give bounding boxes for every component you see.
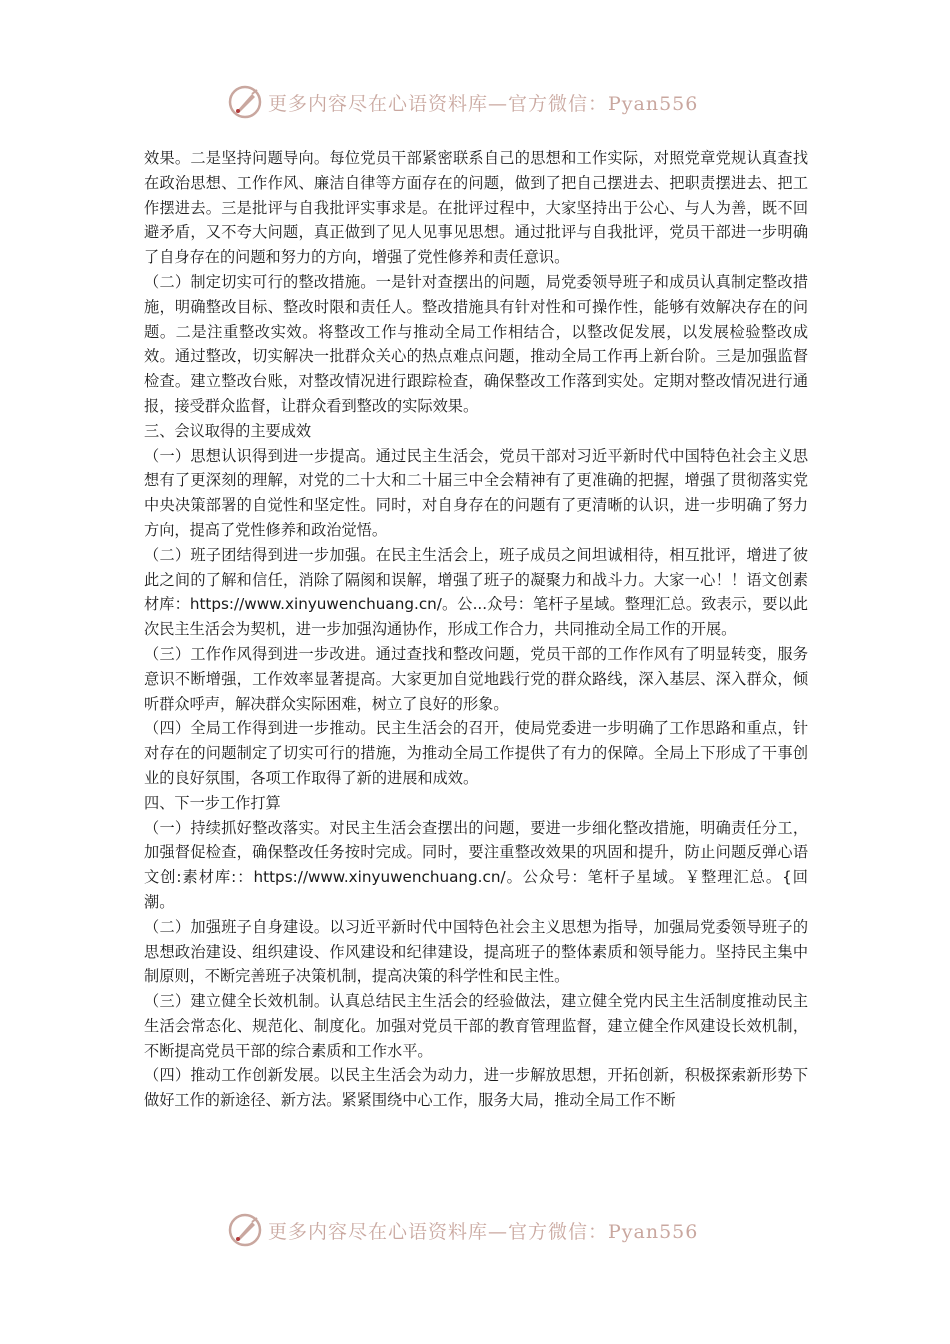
paragraph: 效果。二是坚持问题导向。每位党员干部紧密联系自己的思想和工作实际，对照党章党规认真查找在政治思想、工作作风、廉洁自律等方面存在的问题，做到了把自己摆进去、把职责摆进去、把工作摆进去。三是批评与自我批评实事求是。在批评过程中，大家坚持出于公心、与人为善，既不回避矛盾，又不夸大问题，真正做到了见人见事见思想。通过批评与自我批评，党员干部进一步明确了自身存在的问题和努力的方向，增强了党性修养和责任意识。: [144, 149, 808, 267]
section-heading: 四、下一步工作打算: [144, 793, 281, 812]
paragraph: （二）加强班子自身建设。以习近平新时代中国特色社会主义思想为指导，加强局党委领导班子的思想政治建设、组织建设、作风建设和纪律建设，提高班子的整体素质和领导能力。坚持民主集中制原则，不断完善班子决策机制，提高决策的科学性和民主性。: [144, 917, 808, 986]
banner-text: 更多内容尽在心语资料库—官方微信：Pyan556: [268, 1220, 699, 1243]
quill-pen-icon: [228, 85, 262, 119]
paragraph: （三）建立健全长效机制。认真总结民主生活会的经验做法，建立健全党内民主生活制度推动民主生活会常态化、规范化、制度化。加强对党员干部的教育管理监督，建立健全作风建设长效机制，不断提高党员干部的综合素质和工作水平。: [144, 992, 808, 1060]
paragraph: （二）制定切实可行的整改措施。一是针对查摆出的问题，局党委领导班子和成员认真制定整改措施，明确整改目标、整改时限和责任人。整改措施具有针对性和可操作性，能够有效解决存在的问题。二是注重整改实效。将整改工作与推动全局工作相结合，以整改促发展，以发展检验整改成效。通过整改，切实解决一批群众关心的热点难点问题，推动全局工作再上新台阶。三是加强监督检查。建立整改台账，对整改情况进行跟踪检查，确保整改工作落到实处。定期对整改情况进行通报，接受群众监督，让群众看到整改的实际效果。: [144, 272, 808, 415]
paragraph: （四）推动工作创新发展。以民主生活会为动力，进一步解放思想，开拓创新，积极探索新形势下做好工作的新途径、新方法。紧紧围绕中心工作，服务大局，推动全局工作不断: [144, 1066, 808, 1110]
paragraph: （三）工作作风得到进一步改进。通过查找和整改问题，党员干部的工作作风有了明显转变，服务意识不断增强，工作效率显著提高。大家更加自觉地践行党的群众路线，深入基层、深入群众，倾听群众呼声，解决群众实际困难，树立了良好的形象。: [144, 644, 808, 713]
footer-banner: [0, 1210, 950, 1250]
paragraph: （一）思想认识得到进一步提高。通过民主生活会，党员干部对习近平新时代中国特色社会主义思想有了更深刻的理解，对党的二十大和二十届三中全会精神有了更准确的把握，增强了贯彻落实党中央决策部署的自觉性和坚定性。同时，对自身存在的问题有了更清晰的认识，进一步明确了努力方向，提高了党性修养和政治觉悟。: [144, 446, 808, 539]
paragraph: （二）班子团结得到进一步加强。在民主生活会上，班子成员之间坦诚相待，相互批评，增进了彼此之间的了解和信任，消除了隔阂和误解，增强了班子的凝聚力和战斗力。大家一心！！语文创素材库：https://www.xinyuwenchuang.cn/。公...众号：笔杆子星域。整理汇总。致表示，要以此次民主生活会为契机，进一步加强沟通协作，形成工作合力，共同推动全局工作的开展。: [144, 545, 808, 639]
header-banner: [0, 82, 950, 122]
paragraph: （一）持续抓好整改落实。对民主生活会查摆出的问题，要进一步细化整改措施，明确责任分工，加强督促检查，确保整改任务按时完成。同时，要注重整改效果的巩固和提升，防止问题反弹心语文创:素材库:：https://www.xinyuwenchuang.cn/。公众号：笔杆子星域。￥整理汇总。{回潮。: [144, 818, 808, 911]
document-body: [144, 146, 808, 1113]
quill-pen-icon: [228, 1213, 262, 1247]
section-heading: 三、会议取得的主要成效: [144, 421, 312, 440]
paragraph: （四）全局工作得到进一步推动。民主生活会的召开，使局党委进一步明确了工作思路和重点，针对存在的问题制定了切实可行的措施，为推动全局工作提供了有力的保障。全局上下形成了干事创业的良好氛围，各项工作取得了新的进展和成效。: [144, 719, 808, 787]
banner-text: 更多内容尽在心语资料库—官方微信：Pyan556: [268, 92, 699, 115]
